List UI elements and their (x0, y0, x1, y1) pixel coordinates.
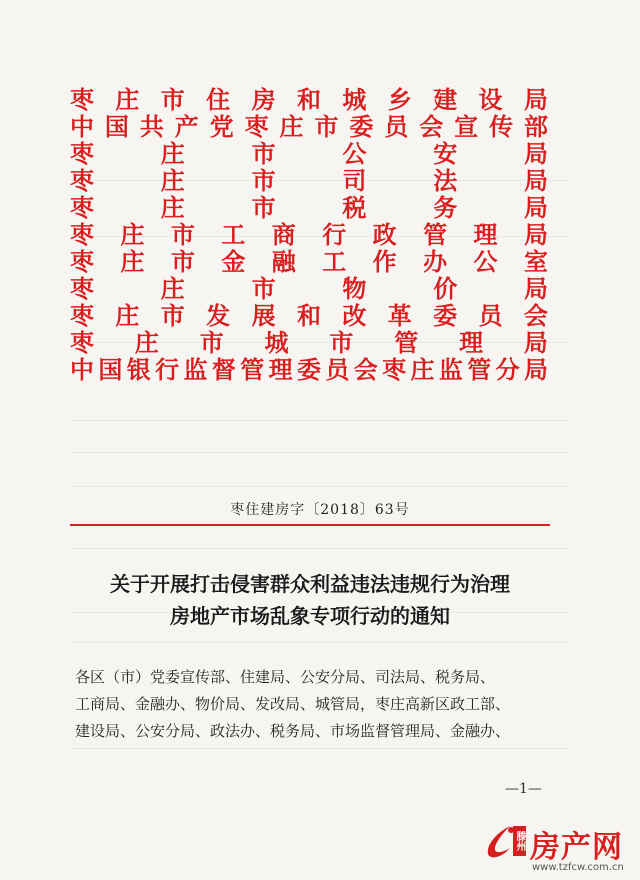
issuer-row: 枣 庄 市 发 展 和 改 革 委 员 会 (70, 301, 548, 330)
document-number: 枣住建房字〔2018〕63号 (230, 502, 410, 518)
watermark-tag: 滕州 (513, 826, 526, 856)
title-line-2: 房地产市场乱象专项行动的通知 (170, 604, 450, 628)
bleed-line (70, 548, 570, 549)
issuer-row: 中 国 共 产 党 枣 庄 市 委 员 会 宣 传 部 (70, 112, 548, 141)
site-watermark (480, 822, 630, 878)
body-line: 建设局、公安分局、政法办、税务局、市场监督管理局、金融办、 (75, 722, 511, 740)
bleed-line (70, 486, 570, 487)
title-line-1: 关于开展打击侵害群众利益违法违规行为治理 (110, 572, 510, 596)
watermark-brand: 房产网 (530, 830, 623, 865)
issuer-row: 枣 庄 市 公 安 局 (70, 139, 548, 168)
issuer-row: 枣 庄 市 金 融 工 作 办 公 室 (70, 247, 548, 276)
bleed-line (70, 748, 570, 749)
body-line: 各区（市）党委宣传部、住建局、公安分局、司法局、税务局、 (75, 668, 496, 686)
issuer-row: 枣 庄 市 工 商 行 政 管 理 局 (70, 220, 548, 249)
issuer-row: 中 国 银 行 监 督 管 理 委 员 会 枣 庄 监 管 分 局 (70, 355, 548, 384)
page-number: —1— (505, 781, 542, 797)
document-title (70, 568, 550, 632)
watermark-url: www.tzfcw.com.cn (532, 862, 624, 873)
issuer-row: 枣 庄 市 住 房 和 城 乡 建 设 局 (70, 85, 548, 114)
bleed-line (70, 642, 570, 643)
bleed-line (70, 420, 570, 421)
issuer-row: 枣 庄 市 物 价 局 (70, 274, 548, 303)
red-divider-line (70, 524, 550, 526)
issuing-authorities (70, 86, 548, 383)
issuer-row: 枣 庄 市 司 法 局 (70, 166, 548, 195)
issuer-row: 枣 庄 市 城 市 管 理 局 (70, 328, 548, 357)
body-line: 工商局、金融办、物价局、发改局、城管局，枣庄高新区政工部、 (75, 695, 511, 713)
bleed-line (70, 452, 570, 453)
issuer-row: 枣 庄 市 税 务 局 (70, 193, 548, 222)
body-text (75, 664, 551, 745)
